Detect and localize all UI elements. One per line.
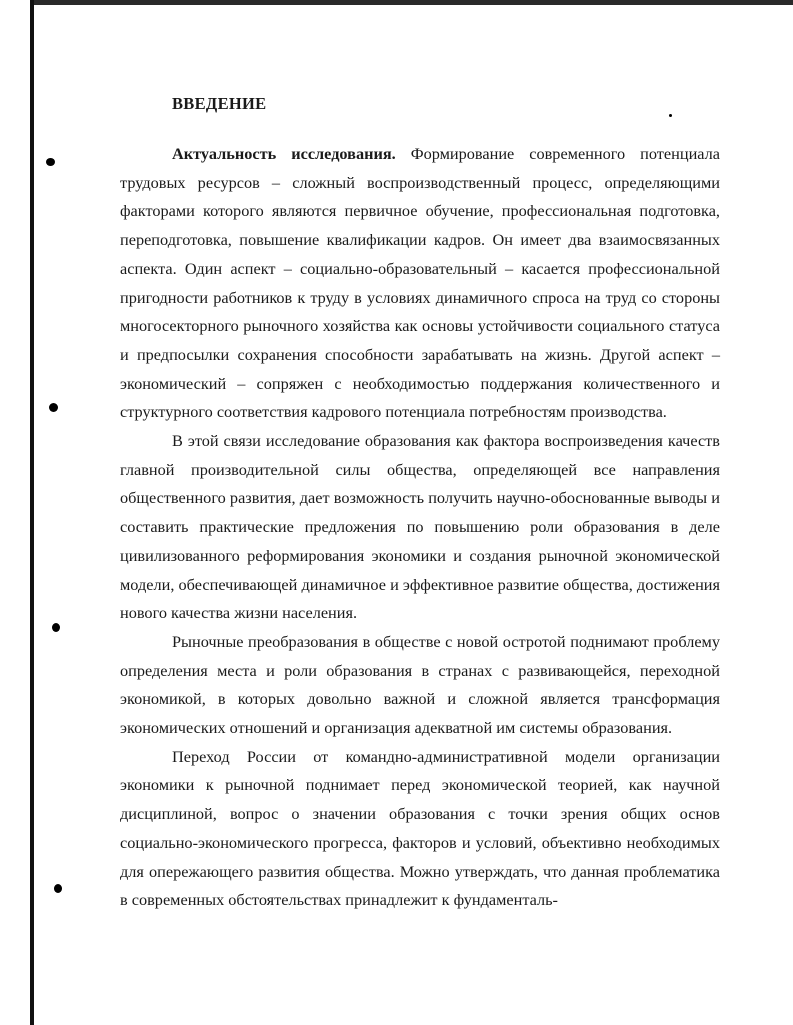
scan-top-border bbox=[30, 0, 793, 5]
paragraph: Переход России от командно-административной модели организации экономики к рыночной поднимает перед экономической теорией, как научной дисциплиной, вопрос о значении образования с точки зрения общих основ социально-экономического прогресса, факторов и условий, объективно необходимых для опережающего развития общества. Можно утверждать, что данная проблематика в современных обстоятельствах принадлежит к фундаменталь- bbox=[120, 746, 720, 910]
paragraph-text: Формирование современного потенциала трудовых ресурсов – сложный воспроизводственный процесс, определяющими факторами которого являются первичное обучение, профессиональная подготовка, переподготовка, повышение квалификации кадров. Он имеет два взаимосвязанных аспекта. Один аспект – социально-образовательный – касается профессиональной пригодности работников к труду в условиях динамичного спроса на труд со стороны многосекторного рыночного хозяйства как основы устойчивости социального статуса и предпосылки сохранения способности зарабатывать на жизнь. Другой аспект – экономический – сопряжен с необходимостью поддержания количественного и структурного соответствия кадрового потенциала потребностям производства. bbox=[120, 144, 721, 422]
scan-speck bbox=[46, 158, 55, 166]
scan-left-border bbox=[30, 0, 34, 1025]
paragraph: Рыночные преобразования в обществе с новой остротой поднимают проблему определения места и роли образования в странах с развивающейся, переходной экономикой, в которых довольно важной и сложной является трансформация экономических отношений и организация адекватной им системы образования. bbox=[120, 631, 720, 738]
document-body bbox=[120, 85, 720, 915]
scan-speck bbox=[54, 884, 62, 893]
scan-speck bbox=[49, 403, 58, 412]
paragraph-lead: Актуальность исследования. bbox=[172, 144, 396, 163]
scan-speck bbox=[52, 623, 60, 632]
paragraph-relevance bbox=[120, 140, 720, 427]
paragraph: В этой связи исследование образования как фактора воспроизведения качеств главной производительной силы общества, определяющей все направления общественного развития, дает возможность получить научно-обоснованные выводы и составить практические предложения по повышению роли образования в деле цивилизованного реформирования экономики и создания рыночной экономической модели, обеспечивающей динамичное и эффективное развитие общества, достижения нового качества жизни населения. bbox=[120, 431, 720, 623]
section-heading: ВВЕДЕНИЕ bbox=[172, 94, 267, 113]
